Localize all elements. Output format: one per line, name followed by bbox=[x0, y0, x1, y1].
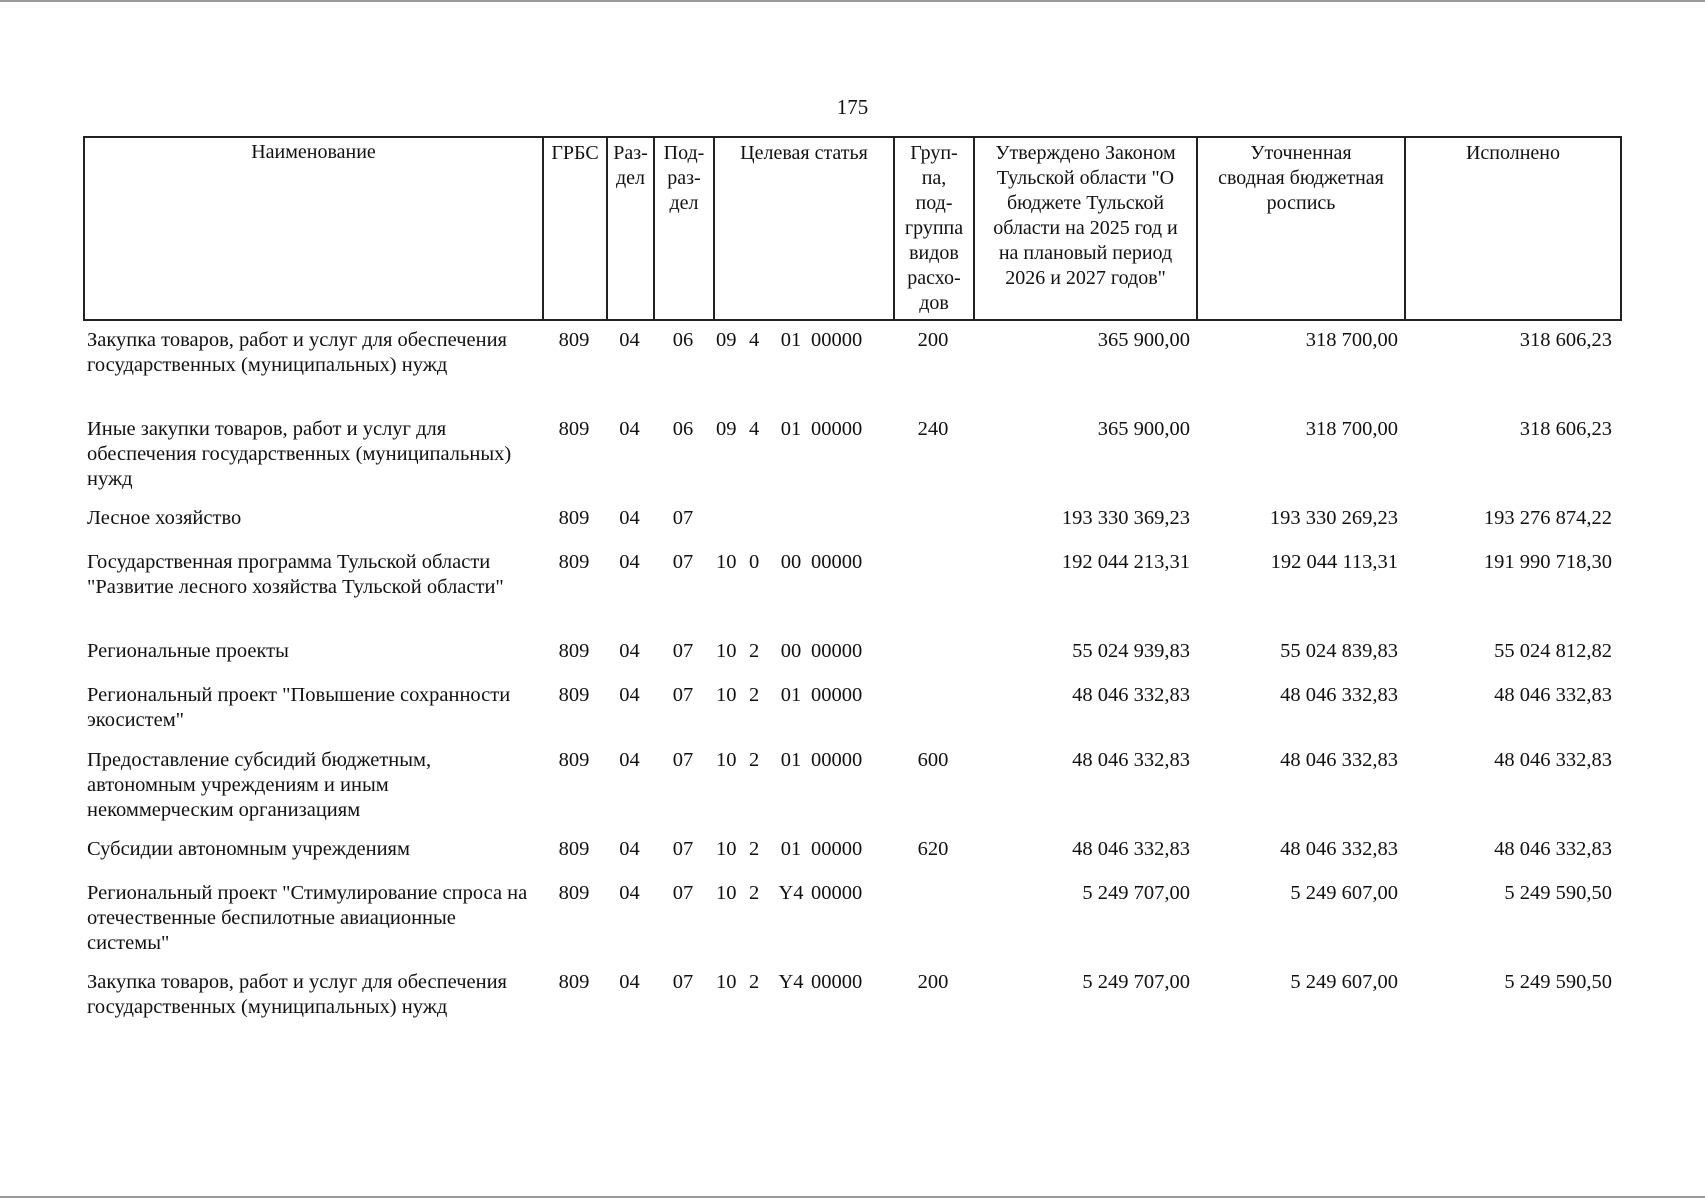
row-approved: 48 046 332,83 bbox=[1072, 684, 1190, 706]
table-row bbox=[83, 504, 1620, 548]
target-article-part: 00000 bbox=[811, 329, 863, 351]
row-podrazdel: 07 bbox=[672, 507, 694, 529]
row-refined: 48 046 332,83 bbox=[1280, 838, 1398, 860]
row-target-article bbox=[713, 415, 893, 504]
target-article-part: Y4 bbox=[778, 971, 804, 993]
row-approved: 193 330 369,23 bbox=[1061, 507, 1190, 529]
row-razdel: 04 bbox=[619, 838, 640, 860]
row-podrazdel: 07 bbox=[672, 971, 694, 993]
row-executed: 191 990 718,30 bbox=[1483, 551, 1612, 573]
row-target-article bbox=[713, 968, 893, 1033]
row-target-article bbox=[713, 637, 893, 681]
row-name: Субсидии автономным учреждениям bbox=[87, 838, 410, 860]
row-grbs: 809 bbox=[558, 971, 590, 993]
header-group-line: видов bbox=[909, 242, 959, 264]
header-name: Наименование bbox=[84, 137, 543, 320]
target-article-part: 00000 bbox=[811, 838, 863, 860]
row-name: Предоставление субсидий бюджетным, автономным учреждениям и иным некоммерческим организациям bbox=[87, 749, 432, 821]
row-grbs: 809 bbox=[558, 507, 590, 529]
row-expense-group: 200 bbox=[917, 971, 949, 993]
target-article-part: 01 bbox=[780, 418, 802, 440]
budget-table-body bbox=[83, 326, 1620, 1033]
table-row bbox=[83, 415, 1620, 504]
scan-edge-top bbox=[0, 0, 1705, 2]
table-row bbox=[83, 548, 1620, 637]
header-group-line: па, bbox=[921, 167, 947, 189]
header-approved-line: бюджете Тульской bbox=[1006, 192, 1165, 214]
row-grbs: 809 bbox=[558, 882, 590, 904]
row-razdel: 04 bbox=[619, 507, 640, 529]
target-article-part: 09 bbox=[716, 329, 737, 351]
table-row bbox=[83, 968, 1620, 1033]
row-podrazdel: 07 bbox=[672, 684, 694, 706]
header-podrazdel-line: дел bbox=[669, 192, 699, 214]
row-refined: 48 046 332,83 bbox=[1280, 684, 1398, 706]
row-executed: 318 606,23 bbox=[1519, 418, 1612, 440]
target-article-part: 10 bbox=[716, 971, 737, 993]
target-article-part: 2 bbox=[749, 749, 760, 771]
row-expense-group bbox=[893, 879, 973, 968]
row-approved: 365 900,00 bbox=[1097, 329, 1190, 351]
row-name: Региональный проект "Повышение сохранности экосистем" bbox=[87, 684, 511, 731]
row-name: Иные закупки товаров, работ и услуг для обеспечения государственных (муниципальных) нужд bbox=[87, 418, 512, 490]
row-executed: 5 249 590,50 bbox=[1504, 882, 1612, 904]
header-approved bbox=[974, 137, 1197, 320]
header-group-line: расхо- bbox=[907, 267, 961, 289]
table-row bbox=[83, 326, 1620, 415]
row-razdel: 04 bbox=[619, 684, 640, 706]
header-group bbox=[894, 137, 974, 320]
target-article-part: 00 bbox=[780, 551, 802, 573]
row-razdel: 04 bbox=[619, 749, 640, 771]
target-article-part: 2 bbox=[749, 684, 760, 706]
row-refined: 48 046 332,83 bbox=[1280, 749, 1398, 771]
target-article-part: 00000 bbox=[811, 640, 863, 662]
row-executed: 48 046 332,83 bbox=[1494, 838, 1612, 860]
row-refined: 193 330 269,23 bbox=[1269, 507, 1398, 529]
row-refined: 318 700,00 bbox=[1305, 418, 1398, 440]
header-razdel-line: дел bbox=[615, 167, 646, 189]
row-podrazdel: 06 bbox=[672, 329, 694, 351]
header-podrazdel-line: раз- bbox=[667, 167, 701, 189]
row-razdel: 04 bbox=[619, 418, 640, 440]
target-article-part: 00000 bbox=[811, 418, 863, 440]
row-executed: 48 046 332,83 bbox=[1494, 684, 1612, 706]
target-article-part: 2 bbox=[749, 640, 760, 662]
row-approved: 192 044 213,31 bbox=[1061, 551, 1190, 573]
row-executed: 48 046 332,83 bbox=[1494, 749, 1612, 771]
row-executed: 55 024 812,82 bbox=[1494, 640, 1612, 662]
row-expense-group: 600 bbox=[917, 749, 949, 771]
table-row bbox=[83, 835, 1620, 879]
header-grbs: ГРБС bbox=[543, 137, 607, 320]
target-article-part: 2 bbox=[749, 971, 760, 993]
header-razdel-line: Раз- bbox=[613, 142, 648, 164]
scan-edge-bottom bbox=[0, 1196, 1705, 1198]
target-article-part: 00 bbox=[780, 640, 802, 662]
row-razdel: 04 bbox=[619, 882, 640, 904]
row-executed: 193 276 874,22 bbox=[1483, 507, 1612, 529]
row-approved: 5 249 707,00 bbox=[1082, 971, 1190, 993]
row-podrazdel: 06 bbox=[672, 418, 694, 440]
header-approved-line: Тульской области "О bbox=[996, 167, 1175, 189]
row-expense-group bbox=[893, 637, 973, 681]
target-article-part: 4 bbox=[749, 329, 760, 351]
target-article-part: 0 bbox=[749, 551, 760, 573]
row-expense-group: 240 bbox=[917, 418, 949, 440]
row-grbs: 809 bbox=[558, 329, 590, 351]
target-article-part: 01 bbox=[780, 838, 802, 860]
row-target-article bbox=[713, 879, 893, 968]
header-approved-line: Утверждено Законом bbox=[995, 142, 1176, 164]
header-podrazdel-line: Под- bbox=[663, 142, 705, 164]
row-executed: 318 606,23 bbox=[1519, 329, 1612, 351]
target-article-part: 09 bbox=[716, 418, 737, 440]
target-article-part: 00000 bbox=[811, 684, 863, 706]
row-target-article bbox=[713, 326, 893, 415]
header-refined bbox=[1197, 137, 1405, 320]
row-podrazdel: 07 bbox=[672, 749, 694, 771]
target-article-part: 10 bbox=[716, 684, 737, 706]
target-article-part: 00000 bbox=[811, 749, 863, 771]
row-name: Региональный проект "Стимулирование спроса на отечественные беспилотные авиационные системы" bbox=[87, 882, 528, 954]
target-article-part: 01 bbox=[780, 749, 802, 771]
header-group-line: дов bbox=[919, 292, 949, 314]
row-expense-group bbox=[893, 504, 973, 548]
row-refined: 318 700,00 bbox=[1305, 329, 1398, 351]
row-expense-group bbox=[893, 681, 973, 746]
row-approved: 48 046 332,83 bbox=[1072, 749, 1190, 771]
table-row bbox=[83, 637, 1620, 681]
header-approved-line: на плановый период bbox=[998, 242, 1173, 264]
row-approved: 365 900,00 bbox=[1097, 418, 1190, 440]
row-name: Лесное хозяйство bbox=[87, 507, 242, 529]
target-article-part: 00000 bbox=[811, 551, 863, 573]
header-group-line: группа bbox=[904, 217, 964, 239]
target-article-part: 10 bbox=[716, 882, 737, 904]
row-target-article bbox=[713, 746, 893, 835]
row-name: Закупка товаров, работ и услуг для обеспечения государственных (муниципальных) нужд bbox=[87, 329, 507, 376]
row-grbs: 809 bbox=[558, 749, 590, 771]
target-article-part: 4 bbox=[749, 418, 760, 440]
table-header bbox=[83, 136, 1622, 321]
row-name: Государственная программа Тульской области "Развитие лесного хозяйства Тульской области" bbox=[87, 551, 504, 598]
target-article-part: Y4 bbox=[778, 882, 804, 904]
row-refined: 192 044 113,31 bbox=[1270, 551, 1398, 573]
header-refined-line: сводная бюджетная bbox=[1218, 167, 1384, 189]
target-article-part: 10 bbox=[716, 551, 737, 573]
row-grbs: 809 bbox=[558, 640, 590, 662]
header-target: Целевая статья bbox=[714, 137, 894, 320]
table-row bbox=[83, 746, 1620, 835]
row-razdel: 04 bbox=[619, 640, 640, 662]
row-approved: 55 024 939,83 bbox=[1072, 640, 1190, 662]
header-group-line: под- bbox=[915, 192, 953, 214]
row-refined: 5 249 607,00 bbox=[1290, 882, 1398, 904]
row-name: Закупка товаров, работ и услуг для обеспечения государственных (муниципальных) нужд bbox=[87, 971, 507, 1018]
target-article-part: 10 bbox=[716, 749, 737, 771]
row-expense-group: 200 bbox=[917, 329, 949, 351]
row-approved: 5 249 707,00 bbox=[1082, 882, 1190, 904]
header-approved-line: области на 2025 год и bbox=[993, 217, 1178, 239]
row-refined: 55 024 839,83 bbox=[1280, 640, 1398, 662]
row-podrazdel: 07 bbox=[672, 640, 694, 662]
header-razdel bbox=[607, 137, 654, 320]
header-executed: Исполнено bbox=[1405, 137, 1621, 320]
target-article-part: 10 bbox=[716, 838, 737, 860]
row-refined: 5 249 607,00 bbox=[1290, 971, 1398, 993]
target-article-part: 00000 bbox=[811, 882, 863, 904]
row-name: Региональные проекты bbox=[87, 640, 289, 662]
header-refined-line: роспись bbox=[1266, 192, 1336, 214]
row-approved: 48 046 332,83 bbox=[1072, 838, 1190, 860]
row-executed: 5 249 590,50 bbox=[1504, 971, 1612, 993]
row-grbs: 809 bbox=[558, 838, 590, 860]
row-target-article bbox=[713, 504, 893, 548]
page-number: 175 bbox=[836, 95, 869, 119]
row-podrazdel: 07 bbox=[672, 551, 694, 573]
row-razdel: 04 bbox=[619, 971, 640, 993]
header-podrazdel bbox=[654, 137, 714, 320]
table-row bbox=[83, 681, 1620, 746]
target-article-part: 2 bbox=[749, 882, 760, 904]
target-article-part: 00000 bbox=[811, 971, 863, 993]
table-row bbox=[83, 879, 1620, 968]
row-target-article bbox=[713, 835, 893, 879]
row-expense-group: 620 bbox=[917, 838, 949, 860]
row-grbs: 809 bbox=[558, 551, 590, 573]
header-approved-line: 2026 и 2027 годов" bbox=[1005, 267, 1166, 289]
row-podrazdel: 07 bbox=[672, 838, 694, 860]
header-refined-line: Уточненная bbox=[1250, 142, 1352, 164]
target-article-part: 10 bbox=[716, 640, 737, 662]
row-target-article bbox=[713, 548, 893, 637]
row-target-article bbox=[713, 681, 893, 746]
row-grbs: 809 bbox=[558, 684, 590, 706]
table-rows bbox=[83, 326, 1620, 1033]
row-razdel: 04 bbox=[619, 551, 640, 573]
target-article-part: 01 bbox=[780, 329, 802, 351]
row-grbs: 809 bbox=[558, 418, 590, 440]
row-podrazdel: 07 bbox=[672, 882, 694, 904]
row-razdel: 04 bbox=[619, 329, 640, 351]
target-article-part: 01 bbox=[780, 684, 802, 706]
target-article-part: 2 bbox=[749, 838, 760, 860]
header-group-line: Груп- bbox=[910, 142, 958, 164]
row-expense-group bbox=[893, 548, 973, 637]
